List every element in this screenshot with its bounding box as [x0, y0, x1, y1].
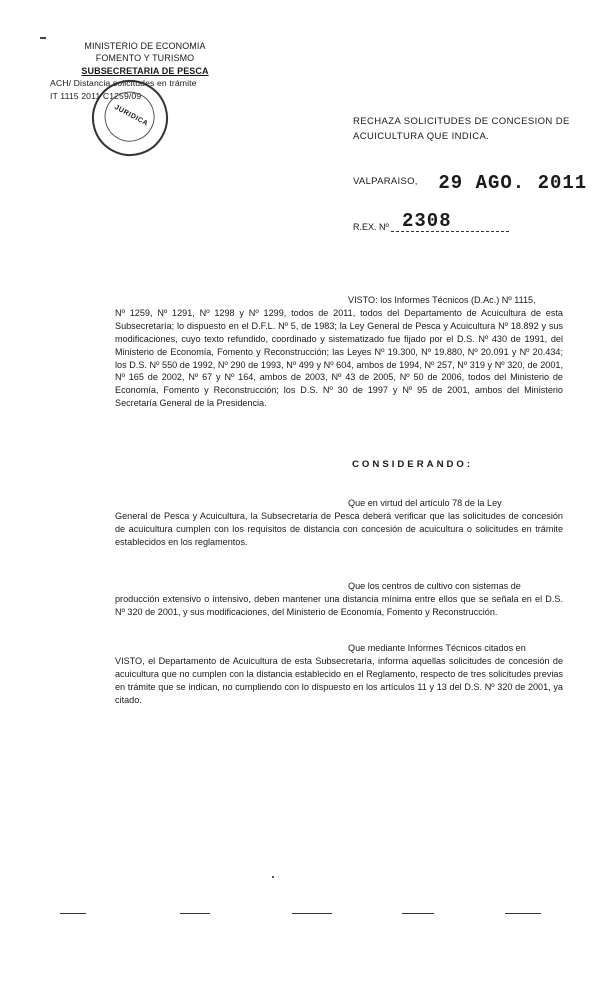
visto-first-line — [115, 294, 563, 307]
considerando-heading: CONSIDERANDO: — [352, 459, 474, 470]
date-line — [353, 168, 588, 194]
place-label: VALPARAISO, — [353, 176, 418, 187]
visto-paragraph — [115, 294, 563, 410]
visto-label: VISTO: — [348, 295, 378, 305]
reference-line-2: IT 1115 2011 C1259/09 — [50, 90, 142, 101]
p3-body: VISTO, el Departamento de Acuicultura de esta Subsecretaría, informa aquellas solicitudes de concesión de acuicultura que no cumplen con la distancia establecido en el Reglamento, respecto de tres solicitudes previas en trámite que se indican, no cumpliendo con lo dispuesto en los artículos 11 y 13 del D.S. Nº 320 de 2001, ya citado. — [115, 655, 563, 705]
p1-body: General de Pesca y Acuicultura, la Subsecretaría de Pesca deberá verificar que las solicitudes de concesión de acuicultura cumplen con los requisitos de distancia con concesión de acuicultura o solicitudes en trámite establecidos en los reglamentos. — [115, 510, 563, 547]
p3-first-line: Que mediante Informes Técnicos citados en — [348, 643, 526, 653]
reference-line-1: ACH/ Distancia solicitudes en trámite — [50, 78, 197, 89]
p2-body: producción extensivo o intensivo, deben mantener una distancia mínima entre ellos que se señala en el D.S. Nº 320 de 2001, y sus modificaciones, del Ministerio de Economía, Fomento y Reconstrucción. — [115, 593, 563, 617]
considerando-paragraph-3 — [115, 642, 563, 707]
signature-line-5 — [505, 913, 541, 914]
page-dot — [272, 876, 274, 878]
ministry-name: MINISTERIO DE ECONOMIA — [84, 41, 206, 51]
p1-first-line: Que en virtud del artículo 78 de la Ley — [348, 498, 502, 508]
date-stamp: 29 AGO. 2011 — [438, 172, 588, 194]
resolution-title: RECHAZA SOLICITUDES DE CONCESION DE ACUICULTURA QUE INDICA. — [353, 116, 570, 142]
scan-mark — [40, 37, 46, 39]
signature-line-3 — [292, 913, 332, 914]
signature-line-4 — [402, 913, 434, 914]
rex-number-wrap — [396, 210, 452, 232]
considerando-paragraph-1 — [115, 497, 563, 549]
stamp-text: JURIDICA — [113, 104, 150, 128]
signature-line-2 — [180, 913, 210, 914]
rex-number: 2308 — [402, 210, 452, 232]
visto-first-text: los Informes Técnicos (D.Ac.) Nº 1115, — [380, 295, 536, 305]
resolution-number-line — [353, 210, 509, 232]
rex-label: R.EX. Nº — [353, 222, 389, 232]
ministry-name-line2: FOMENTO Y TURISMO — [95, 53, 195, 64]
p2-first-line: Que los centros de cultivo con sistemas de — [348, 581, 521, 591]
considerando-paragraph-2 — [115, 580, 563, 619]
visto-body: Nº 1259, Nº 1291, Nº 1298 y Nº 1299, todos de 2011, todos del Departamento de Acuicultura de esta Subsecretaría; lo dispuesto en el D.F.L. Nº 5, de 1983; la Ley General de Pesca y Acuicultura Nº 18.892 y sus modificaciones, cuyo texto refundido, coordinado y sistematizado fue fijado por el D.S. Nº 430 de 1991, del Ministerio de Economía, Fomento y Reconstrucción; las Leyes Nº 19.300, Nº 19.880, Nº 20.091 y Nº 20.434; los D.S. Nº 550 de 1992, Nº 290 de 1993, Nº 499 y Nº 604, ambos de 1994, Nº 257, Nº 319 y Nº 320, de 2001, Nº 165 de 2002, Nº 67 y Nº 164, ambos de 2003, Nº 43 de 2005, Nº 50 de 2006, todos del Ministerio de Economía, Fomento y Reconstrucción; los D.S. Nº 30 de 1997 y Nº 95 de 2001, ambos del Ministerio Secretaría General de la Presidencia. — [115, 307, 563, 409]
subsecretaria-name: SUBSECRETARIA DE PESCA — [81, 65, 209, 76]
signature-line-1 — [60, 913, 86, 914]
